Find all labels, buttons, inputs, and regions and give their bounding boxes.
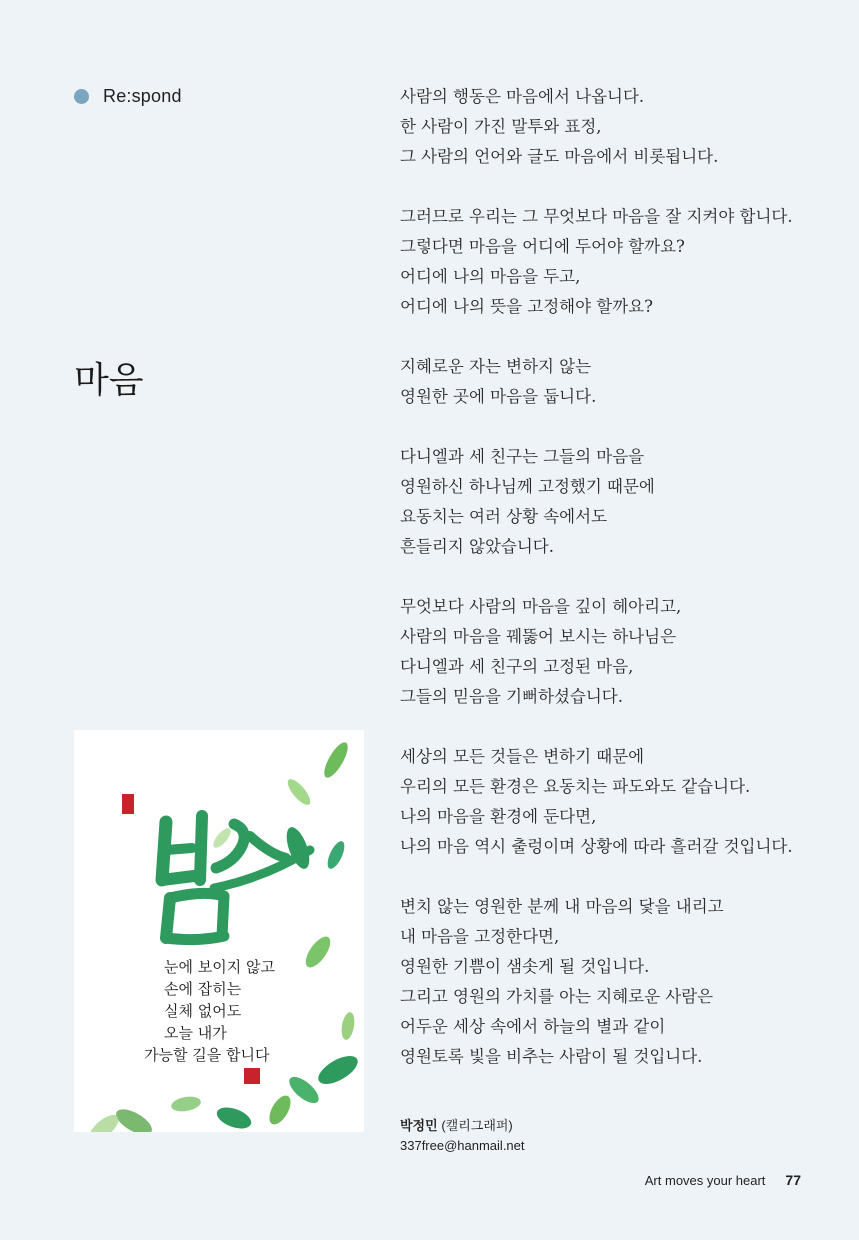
stanza-line: 내 마음을 고정한다면, bbox=[400, 927, 560, 946]
stanza-line: 사람의 마음을 꿰뚫어 보시는 하나님은 bbox=[400, 627, 677, 646]
stanza bbox=[400, 352, 840, 412]
stanza-line: 그 사람의 언어와 글도 마음에서 비롯됩니다. bbox=[400, 147, 719, 166]
stanza-line: 그러므로 우리는 그 무엇보다 마음을 잘 지켜야 합니다. bbox=[400, 207, 793, 226]
stanza-line: 사람의 행동은 마음에서 나옵니다. bbox=[400, 87, 645, 106]
page-title: 마음 bbox=[74, 360, 144, 401]
caption-line: 손에 잡히는 bbox=[164, 980, 242, 998]
stanza-line: 변치 않는 영원한 분께 내 마음의 닻을 내리고 bbox=[400, 897, 724, 916]
stanza-line: 지혜로운 자는 변하지 않는 bbox=[400, 357, 592, 376]
stanza bbox=[400, 442, 840, 562]
stanza bbox=[400, 592, 840, 712]
author-email: 337free@hanmail.net bbox=[400, 1138, 525, 1153]
stanza-line: 나의 마음 역시 출렁이며 상황에 따라 흘러갈 것입니다. bbox=[400, 837, 793, 856]
stanza-line: 나의 마음을 환경에 둔다면, bbox=[400, 807, 597, 826]
stanza bbox=[400, 892, 840, 1072]
stanza-line: 한 사람이 가진 말투와 표정, bbox=[400, 117, 602, 136]
stanza-line: 흔들리지 않았습니다. bbox=[400, 537, 554, 556]
caption-line: 가능할 길을 합니다 bbox=[144, 1046, 270, 1064]
artwork-svg bbox=[74, 730, 364, 1132]
stanza bbox=[400, 742, 840, 862]
stanza-line: 우리의 모든 환경은 요동치는 파도와도 같습니다. bbox=[400, 777, 751, 796]
calligraphy-caption bbox=[144, 958, 275, 1064]
stanza-line: 세상의 모든 것들은 변하기 때문에 bbox=[400, 747, 645, 766]
stanza-line: 그들의 믿음을 기뻐하셨습니다. bbox=[400, 687, 623, 706]
stanza-line: 그렇다면 마음을 어디에 두어야 할까요? bbox=[400, 237, 685, 256]
stanza bbox=[400, 82, 840, 172]
section-tag bbox=[74, 86, 182, 107]
stanza-line: 무엇보다 사람의 마음을 깊이 헤아리고, bbox=[400, 597, 682, 616]
stanza-line: 영원한 곳에 마음을 둡니다. bbox=[400, 387, 597, 406]
caption-line: 오늘 내가 bbox=[164, 1024, 227, 1042]
stanza-line: 영원하신 하나님께 고정했기 때문에 bbox=[400, 477, 655, 496]
stanza-line: 어두운 세상 속에서 하늘의 별과 같이 bbox=[400, 1017, 666, 1036]
stanza-line: 다니엘과 세 친구는 그들의 마음을 bbox=[400, 447, 645, 466]
stanza-line: 그리고 영원의 가치를 아는 지혜로운 사람은 bbox=[400, 987, 714, 1006]
author-info bbox=[400, 1116, 525, 1156]
page-footer bbox=[645, 1172, 801, 1188]
author-role: (캘리그래퍼) bbox=[441, 1118, 513, 1133]
footer-tagline: Art moves your heart bbox=[644, 1173, 766, 1188]
stanza-line: 영원토록 빛을 비추는 사람이 될 것입니다. bbox=[400, 1047, 703, 1066]
calligraphy-artwork bbox=[74, 730, 364, 1132]
stanza-line: 다니엘과 세 친구의 고정된 마음, bbox=[400, 657, 634, 676]
body-text bbox=[400, 82, 840, 1102]
page-number: 77 bbox=[785, 1172, 801, 1188]
section-label: Re:spond bbox=[103, 86, 182, 106]
stanza bbox=[400, 202, 840, 322]
section-dot-icon bbox=[74, 89, 89, 104]
caption-line: 실체 없어도 bbox=[164, 1002, 242, 1020]
seal-stamp-top bbox=[122, 794, 134, 814]
caption-line: 눈에 보이지 않고 bbox=[164, 958, 275, 976]
stanza-line: 어디에 나의 마음을 두고, bbox=[400, 267, 581, 286]
stanza-line: 요동치는 여러 상황 속에서도 bbox=[400, 507, 608, 526]
seal-stamp-bottom bbox=[244, 1068, 260, 1084]
stanza-line: 영원한 기쁨이 샘솟게 될 것입니다. bbox=[400, 957, 650, 976]
stanza-line: 어디에 나의 뜻을 고정해야 할까요? bbox=[400, 297, 653, 316]
author-name: 박정민 bbox=[400, 1118, 438, 1133]
